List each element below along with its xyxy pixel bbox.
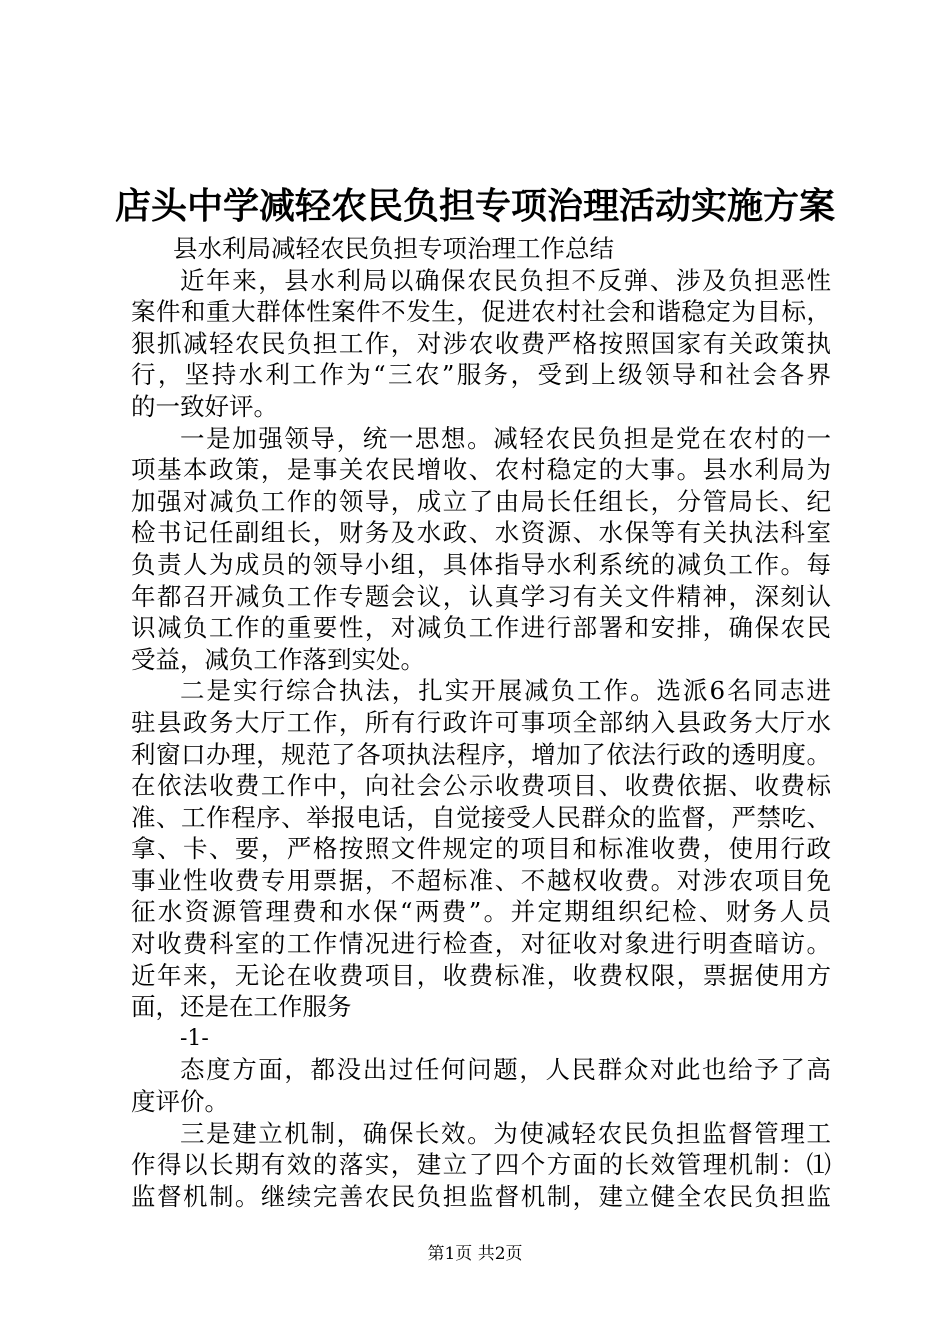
text-line: 驻县政务大厅工作，所有行政许可事项全部纳入县政务大厅水 — [131, 707, 831, 737]
text-line: 近年来，县水利局以确保农民负担不反弹、涉及负担恶性 — [180, 265, 831, 295]
text-line: 准、工作程序、举报电话，自觉接受人民群众的监督，严禁吃、 — [131, 802, 831, 832]
text-line: 一是加强领导，统一思想。减轻农民负担是党在农村的一 — [180, 423, 831, 453]
text-line: 加强对减负工作的领导，成立了由局长任组长，分管局长、纪 — [131, 486, 831, 516]
text-line: 检书记任副组长，财务及水政、水资源、水保等有关执法科室 — [131, 518, 831, 548]
text-line: 识减负工作的重要性，对减负工作进行部署和安排，确保农民 — [131, 613, 831, 643]
document-body — [131, 233, 831, 1212]
document-title: 店头中学减轻农民负担专项治理活动实施方案 — [114, 185, 835, 227]
text-line: 行，坚持水利工作为“三农”服务，受到上级领导和社会各界 — [131, 360, 831, 390]
text-line: 态度方面，都没出过任何问题，人民群众对此也给予了高 — [180, 1055, 831, 1085]
text-line: 利窗口办理，规范了各项执法程序，增加了依法行政的透明度。 — [131, 739, 831, 769]
page-footer: 第1页 共2页 — [427, 1244, 523, 1264]
text-line: 二是实行综合执法，扎实开展减负工作。选派6名同志进 — [180, 676, 831, 706]
text-line: 监督机制。继续完善农民负担监督机制，建立健全农民负担监 — [131, 1181, 831, 1211]
text-line: 征水资源管理费和水保“两费”。并定期组织纪检、财务人员 — [131, 897, 831, 927]
text-line: 的一致好评。 — [131, 391, 278, 421]
page-number-marker: -1- — [180, 1025, 209, 1051]
text-line: 受益，减负工作落到实处。 — [131, 644, 425, 674]
text-line: 度评价。 — [131, 1087, 229, 1117]
text-line: 拿、卡、要，严格按照文件规定的项目和标准收费，使用行政 — [131, 834, 831, 864]
paragraph-lines — [131, 265, 831, 1213]
text-line: 三是建立机制，确保长效。为使减轻农民负担监督管理工 — [180, 1118, 831, 1148]
text-line: 年都召开减负工作专题会议，认真学习有关文件精神，深刻认 — [131, 581, 831, 611]
text-line: 对收费科室的工作情况进行检查，对征收对象进行明查暗访。 — [131, 929, 831, 959]
text-line: 在依法收费工作中，向社会公示收费项目、收费依据、收费标 — [131, 771, 831, 801]
text-line: 近年来，无论在收费项目，收费标准，收费权限，票据使用方 — [131, 960, 831, 990]
text-line: 案件和重大群体性案件不发生，促进农村社会和谐稳定为目标， — [131, 297, 831, 327]
text-line: 面，还是在工作服务 — [131, 992, 352, 1022]
document-subtitle: 县水利局减轻农民负担专项治理工作总结 — [173, 234, 614, 263]
text-line: 事业性收费专用票据，不超标准、不越权收费。对涉农项目免 — [131, 865, 831, 895]
text-line: 负责人为成员的领导小组，具体指导水利系统的减负工作。每 — [131, 549, 831, 579]
text-line: 狠抓减轻农民负担工作，对涉农收费严格按照国家有关政策执 — [131, 328, 831, 358]
text-line: 项基本政策，是事关农民增收、农村稳定的大事。县水利局为 — [131, 455, 831, 485]
text-line: 作得以长期有效的落实，建立了四个方面的长效管理机制：⑴ — [131, 1150, 831, 1180]
